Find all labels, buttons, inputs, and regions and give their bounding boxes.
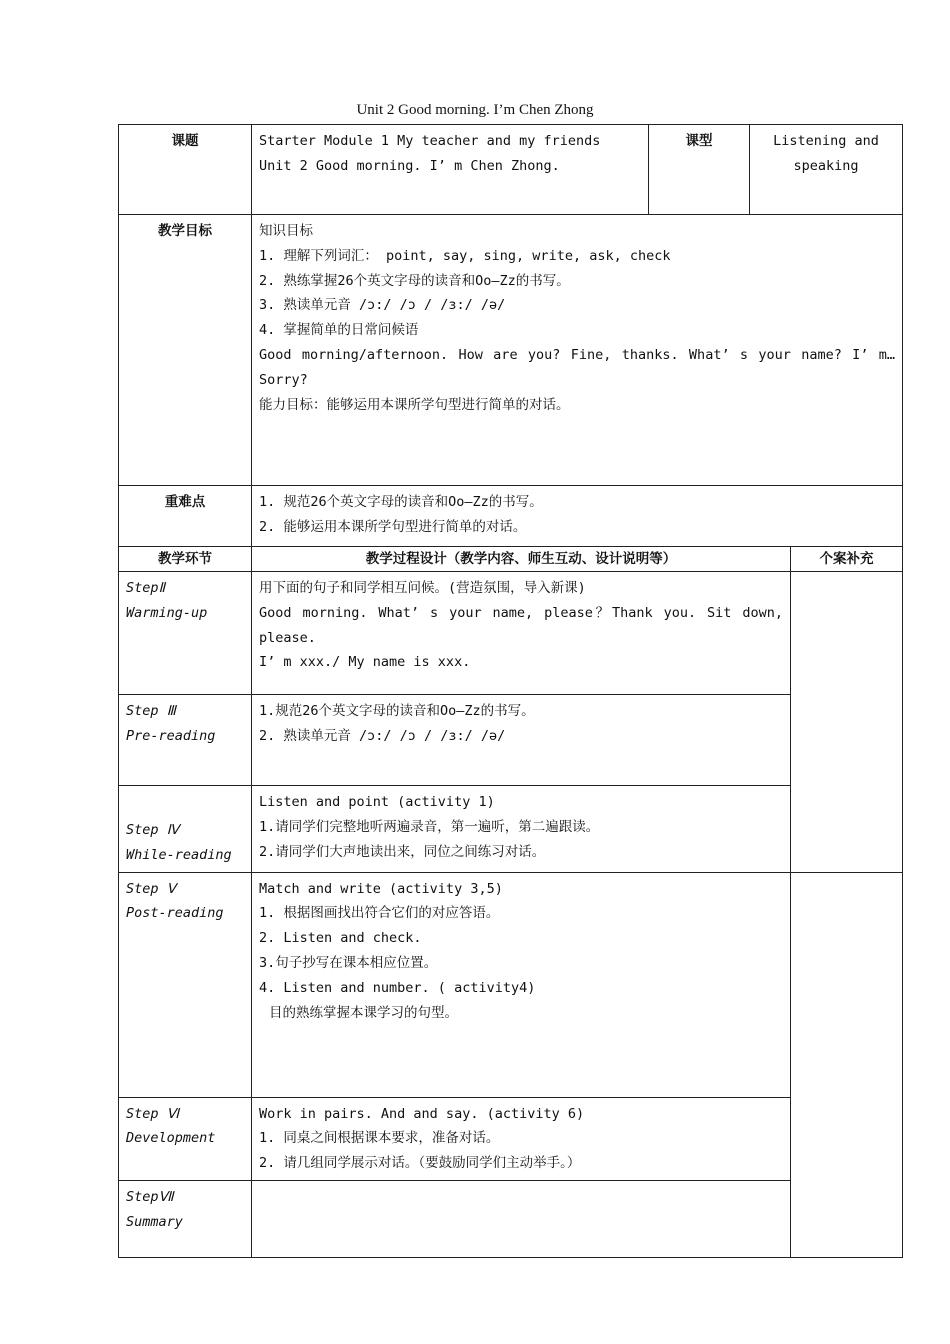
step-name bbox=[119, 695, 252, 786]
document-title: Unit 2 Good morning. I’m Chen Zhong bbox=[356, 102, 594, 118]
topic-line-2: Unit 2 Good morning. I’ m Chen Zhong. bbox=[259, 157, 560, 174]
objective-line: 1. 理解下列词汇： point, say, sing, write, ask, check bbox=[259, 247, 671, 264]
step-title: Summary bbox=[126, 1213, 183, 1230]
key-points-row bbox=[119, 486, 903, 547]
process-column-header: 教学过程设计（教学内容、师生互动、设计说明等） bbox=[252, 547, 791, 572]
topic-row bbox=[119, 125, 903, 215]
greeting-sentences: Good morning/afternoon. How are you? Fine, thanks. What’ s your name? I’ m… Sorry? bbox=[259, 346, 896, 388]
step-name bbox=[119, 1180, 252, 1257]
step-title: Post-reading bbox=[126, 905, 224, 922]
objective-line: 知识目标 bbox=[259, 223, 313, 239]
step-content bbox=[252, 1180, 791, 1257]
type-value-line-1: Listening and bbox=[773, 133, 879, 149]
step-line: I’ m xxx./ My name is xxx. bbox=[259, 654, 471, 671]
step-line: 用下面的句子和同学相互问候。(营造氛围，导入新课) bbox=[259, 580, 586, 596]
step-line: 3.句子抄写在课本相应位置。 bbox=[259, 954, 438, 971]
step-number: StepⅦ bbox=[126, 1188, 174, 1205]
objectives-content bbox=[252, 215, 903, 486]
step-line: Work in pairs. And and say. (activity 6) bbox=[259, 1105, 585, 1122]
type-value bbox=[750, 125, 903, 215]
step-line: 2. Listen and check. bbox=[259, 930, 422, 947]
objective-line: 3. 熟读单元音 /ɔ:/ /ɔ / /ɜ:/ /ə/ bbox=[259, 297, 506, 314]
step-line: Match and write (activity 3,5) bbox=[259, 880, 503, 897]
step-title: Development bbox=[126, 1130, 216, 1147]
step-row bbox=[119, 1097, 903, 1180]
step-line: 1.请同学们完整地听两遍录音，第一遍听，第二遍跟读。 bbox=[259, 818, 600, 835]
step-content bbox=[252, 1097, 791, 1180]
step-title: While-reading bbox=[126, 846, 232, 863]
step-row bbox=[119, 572, 903, 695]
step-name bbox=[119, 572, 252, 695]
topic-label: 课题 bbox=[119, 125, 252, 215]
notes-column-header: 个案补充 bbox=[791, 547, 903, 572]
step-number: Step Ⅳ bbox=[126, 822, 180, 838]
objective-line: 4. 掌握简单的日常问候语 bbox=[259, 322, 419, 339]
step-row bbox=[119, 1180, 903, 1257]
stage-column-header: 教学环节 bbox=[119, 547, 252, 572]
objectives-label: 教学目标 bbox=[119, 215, 252, 486]
step-content bbox=[252, 572, 791, 695]
objective-line: 2. 熟练掌握26个英文字母的读音和Oo—Zz的书写。 bbox=[259, 272, 570, 289]
step-line: 1. 同桌之间根据课本要求，准备对话。 bbox=[259, 1130, 500, 1147]
notes-cell bbox=[791, 572, 903, 873]
type-value-line-2: speaking bbox=[793, 157, 859, 174]
step-content bbox=[252, 695, 791, 786]
notes-cell bbox=[791, 872, 903, 1257]
ability-objective: 能力目标：能够运用本课所学句型进行简单的对话。 bbox=[259, 396, 570, 413]
step-line: Listen and point (activity 1) bbox=[259, 794, 495, 810]
step-name bbox=[119, 1097, 252, 1180]
step-line: 2. 熟读单元音 /ɔ:/ /ɔ / /ɜ:/ /ə/ bbox=[259, 727, 506, 744]
lesson-plan-table bbox=[118, 124, 903, 1258]
step-line: 目的熟练掌握本课学习的句型。 bbox=[269, 1004, 458, 1021]
step-number: Step Ⅵ bbox=[126, 1105, 180, 1122]
step-line: 2.请同学们大声地读出来，同位之间练习对话。 bbox=[259, 843, 546, 860]
key-points-label: 重难点 bbox=[119, 486, 252, 547]
step-row bbox=[119, 786, 903, 873]
step-row bbox=[119, 695, 903, 786]
step-title: Pre-reading bbox=[126, 727, 216, 744]
step-line: 2. 请几组同学展示对话。（要鼓励同学们主动举手。） bbox=[259, 1155, 581, 1172]
topic-line-1: Starter Module 1 My teacher and my friends bbox=[259, 133, 601, 149]
step-content bbox=[252, 872, 791, 1097]
step-line: 1.规范26个英文字母的读音和Oo—Zz的书写。 bbox=[259, 703, 535, 719]
process-header-row bbox=[119, 547, 903, 572]
step-number: Step Ⅲ bbox=[126, 703, 176, 719]
step-number: Step Ⅴ bbox=[126, 880, 176, 897]
key-points-content bbox=[252, 486, 903, 547]
step-content bbox=[252, 786, 791, 873]
step-paragraph: Good morning. What’ s your name, please？Thank you. Sit down, please. bbox=[259, 604, 783, 646]
step-line: 4. Listen and number. ( activity4) bbox=[259, 979, 536, 996]
step-row bbox=[119, 872, 903, 1097]
key-point-line: 1. 规范26个英文字母的读音和Oo—Zz的书写。 bbox=[259, 494, 543, 510]
step-name bbox=[119, 872, 252, 1097]
key-point-line: 2. 能够运用本课所学句型进行简单的对话。 bbox=[259, 518, 527, 535]
type-label: 课型 bbox=[649, 125, 750, 215]
step-line: 1. 根据图画找出符合它们的对应答语。 bbox=[259, 905, 500, 922]
objectives-row bbox=[119, 215, 903, 486]
topic-value bbox=[252, 125, 649, 215]
step-name bbox=[119, 786, 252, 873]
step-number: StepⅡ bbox=[126, 580, 166, 596]
step-title: Warming-up bbox=[126, 604, 208, 621]
